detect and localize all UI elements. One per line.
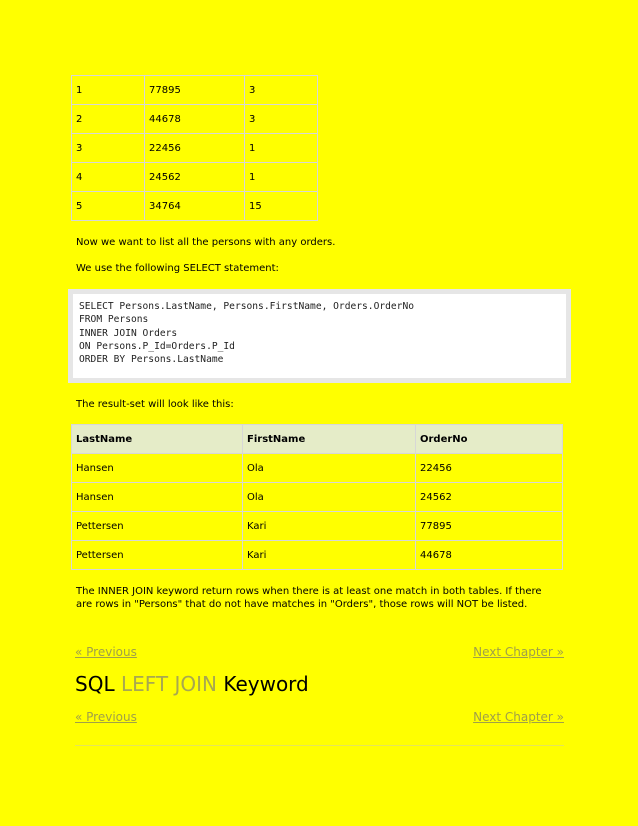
orders-table <box>71 75 318 221</box>
table-cell: 1 <box>245 163 318 192</box>
column-header: FirstName <box>243 425 416 454</box>
table-cell: 1 <box>245 134 318 163</box>
table-cell: Kari <box>243 541 416 570</box>
divider <box>75 745 564 746</box>
table-cell: 77895 <box>145 76 245 105</box>
table-cell: 24562 <box>145 163 245 192</box>
table-cell: 44678 <box>145 105 245 134</box>
table-row <box>72 163 318 192</box>
table-cell: Kari <box>243 512 416 541</box>
table-cell: 77895 <box>416 512 563 541</box>
chapter-nav-top <box>75 645 564 661</box>
table-cell: 3 <box>245 105 318 134</box>
table-cell: Hansen <box>72 483 243 512</box>
table-row <box>72 541 563 570</box>
intro-paragraph: Now we want to list all the persons with any orders. <box>76 237 336 248</box>
statement-paragraph: We use the following SELECT statement: <box>76 263 279 274</box>
previous-link[interactable]: « Previous <box>75 710 137 724</box>
table-cell: 2 <box>72 105 145 134</box>
next-chapter-title <box>75 672 309 696</box>
table-cell: Pettersen <box>72 541 243 570</box>
next-chapter-link[interactable]: Next Chapter » <box>473 645 564 659</box>
chapter-nav-bottom <box>75 710 564 726</box>
table-cell: 1 <box>72 76 145 105</box>
table-row <box>72 76 318 105</box>
table-row <box>72 454 563 483</box>
table-cell: Ola <box>243 454 416 483</box>
table-row <box>72 192 318 221</box>
code-line: ON Persons.P_Id=Orders.P_Id <box>79 340 235 352</box>
table-cell: 24562 <box>416 483 563 512</box>
table-cell: 5 <box>72 192 145 221</box>
code-example-box <box>68 289 571 383</box>
table-cell: 3 <box>245 76 318 105</box>
table-cell: 15 <box>245 192 318 221</box>
title-keyword: LEFT JOIN <box>120 672 217 696</box>
code-line: SELECT Persons.LastName, Persons.FirstName, Orders.OrderNo <box>79 301 415 312</box>
previous-link[interactable]: « Previous <box>75 645 137 659</box>
table-header-row <box>72 425 563 454</box>
table-cell: 22456 <box>145 134 245 163</box>
table-cell: 22456 <box>416 454 563 483</box>
title-prefix: SQL <box>75 672 115 696</box>
table-cell: Pettersen <box>72 512 243 541</box>
column-header: LastName <box>72 425 243 454</box>
column-header: OrderNo <box>416 425 563 454</box>
code-line: ORDER BY Persons.LastName <box>79 354 224 366</box>
title-suffix: Keyword <box>223 672 309 696</box>
table-cell: 3 <box>72 134 145 163</box>
table-row <box>72 134 318 163</box>
result-table <box>71 424 563 570</box>
table-cell: 44678 <box>416 541 563 570</box>
code-line: INNER JOIN Orders <box>79 327 178 339</box>
table-row <box>72 483 563 512</box>
table-cell: 34764 <box>145 192 245 221</box>
table-cell: Hansen <box>72 454 243 483</box>
table-row <box>72 512 563 541</box>
sql-code <box>73 294 566 378</box>
table-cell: Ola <box>243 483 416 512</box>
table-cell: 4 <box>72 163 145 192</box>
inner-join-description: The INNER JOIN keyword return rows when there is at least one match in both tables. If there are rows in "Persons" that do not have matches in "Orders", those rows will NOT be listed. <box>76 586 542 610</box>
table-row <box>72 105 318 134</box>
next-chapter-link[interactable]: Next Chapter » <box>473 710 564 724</box>
result-intro: The result-set will look like this: <box>76 399 234 410</box>
code-line: FROM Persons <box>79 314 149 326</box>
